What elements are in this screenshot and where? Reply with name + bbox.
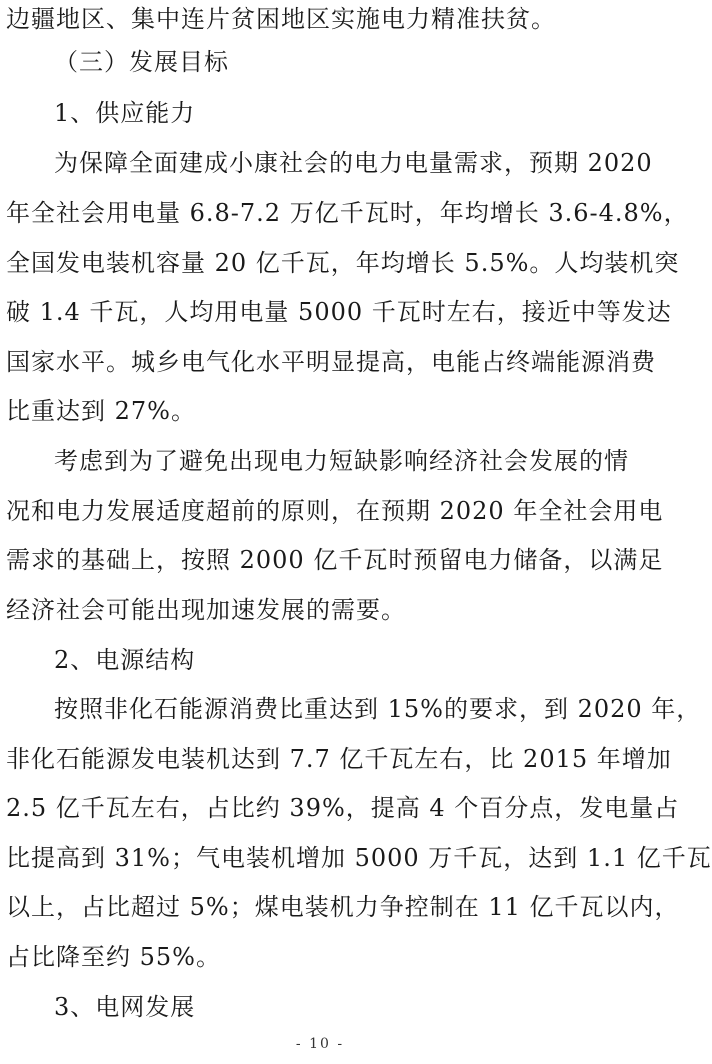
paragraph-line: 边疆地区、集中连片贫困地区实施电力精准扶贫。 [6, 5, 556, 33]
subsection-heading: 2、电源结构 [54, 646, 196, 674]
subsection-heading: 1、供应能力 [54, 99, 196, 127]
section-heading: （三）发展目标 [54, 48, 229, 76]
paragraph-line: 以上，占比超过 5%；煤电装机力争控制在 11 亿千瓦以内， [6, 893, 680, 921]
paragraph-line: 破 1.4 千瓦，人均用电量 5000 千瓦时左右，接近中等发达 [6, 298, 672, 326]
paragraph-line: 国家水平。城乡电气化水平明显提高，电能占终端能源消费 [6, 348, 656, 376]
paragraph-line: 经济社会可能出现加速发展的需要。 [6, 596, 406, 624]
subsection-heading: 3、电网发展 [54, 993, 196, 1021]
paragraph-line: 考虑到为了避免出现电力短缺影响经济社会发展的情 [54, 447, 629, 475]
paragraph-line: 比提高到 31%；气电装机增加 5000 万千瓦，达到 1.1 亿千瓦 [6, 844, 712, 872]
paragraph-line: 全国发电装机容量 20 亿千瓦，年均增长 5.5%。人均装机突 [6, 249, 680, 277]
paragraph-line: 非化石能源发电装机达到 7.7 亿千瓦左右，比 2015 年增加 [6, 745, 672, 773]
paragraph-line: 比重达到 27%。 [6, 397, 196, 425]
paragraph-line: 占比降至约 55%。 [6, 943, 221, 971]
paragraph-line: 按照非化石能源消费比重达到 15%的要求，到 2020 年， [54, 695, 702, 723]
paragraph-line: 况和电力发展适度超前的原则，在预期 2020 年全社会用电 [6, 497, 664, 525]
page-number: - 10 - [295, 1036, 345, 1052]
paragraph-line: 为保障全面建成小康社会的电力电量需求，预期 2020 [54, 149, 653, 177]
paragraph-line: 年全社会用电量 6.8-7.2 万亿千瓦时，年均增长 3.6-4.8%， [6, 199, 689, 227]
paragraph-line: 需求的基础上，按照 2000 亿千瓦时预留电力储备，以满足 [6, 546, 664, 574]
paragraph-line: 2.5 亿千瓦左右，占比约 39%，提高 4 个百分点，发电量占 [6, 794, 680, 822]
